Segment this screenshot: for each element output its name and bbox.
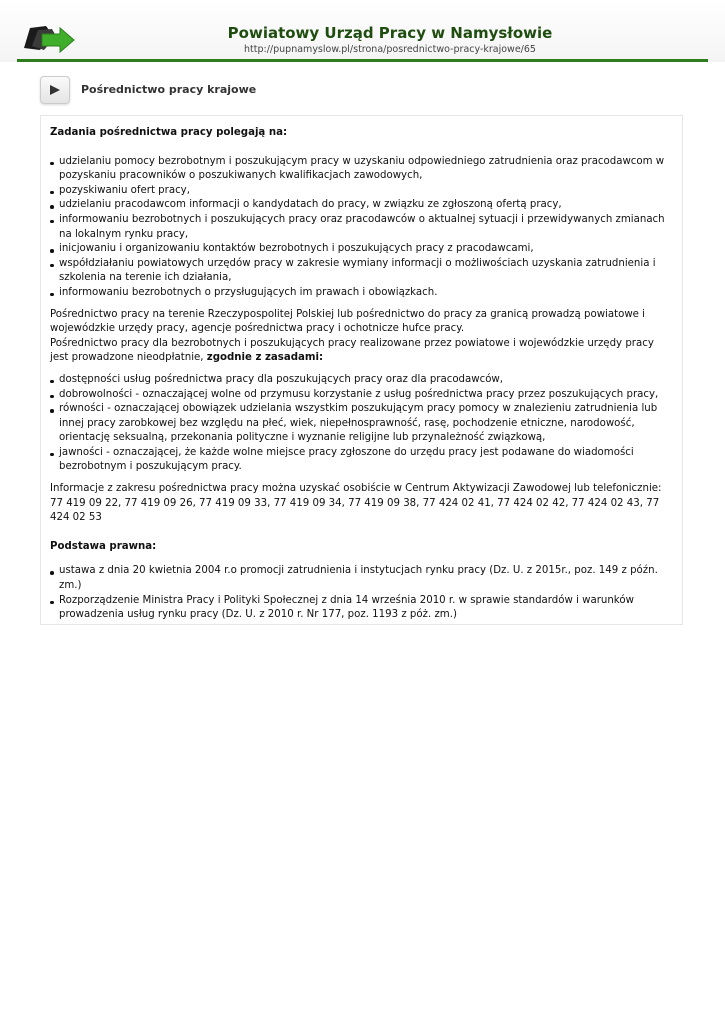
- contact-info: Informacje z zakresu pośrednictwa pracy można uzyskać osobiście w Centrum Aktywizacji Zawodowej lub telefonicznie:: [50, 483, 662, 495]
- content-panel: [40, 115, 683, 625]
- list-item: jawności - oznaczającej, że każde wolne miejsce pracy zgłoszone do urzędu pracy jest podawane do wiadomości bezrobotnym i poszukującym pracy.: [50, 446, 673, 475]
- list-item: udzielaniu pracodawcom informacji o kandydatach do pracy, w związku ze zgłoszoną ofertą pracy,: [50, 198, 673, 213]
- paragraph-bold-text: zgodnie z zasadami:: [206, 352, 324, 364]
- legal-list: [50, 564, 673, 622]
- list-item: udzielaniu pomocy bezrobotnym i poszukującym pracy w uzyskaniu odpowiedniego zatrudnienia oraz pracodawcom w pozyskaniu pracowników o poszukiwanych kwalifikacjach zawodowych,: [50, 155, 673, 184]
- paragraph: [50, 337, 673, 366]
- list-item: informowaniu bezrobotnych o przysługujących im prawach i obowiązkach.: [50, 286, 673, 301]
- section-title: Pośrednictwo pracy krajowe: [81, 83, 257, 96]
- list-item: dostępności usług pośrednictwa pracy dla poszukujących pracy oraz dla pracodawców,: [50, 373, 673, 388]
- page-url: http://pupnamyslow.pl/strona/posrednictwo-pracy-krajowe/65: [244, 44, 536, 55]
- list-item: Rozporządzenie Ministra Pracy i Polityki Społecznej z dnia 14 września 2010 r. w sprawie standardów i warunków prowadzenia usług rynku pracy (Dz. U. z 2010 r. Nr 177, poz. 1193 z póż. zm.): [50, 594, 673, 623]
- legal-heading: Podstawa prawna:: [50, 540, 157, 552]
- list-item: równości - oznaczającej obowiązek udzielania wszystkim poszukującym pracy pomocy w znalezieniu zatrudnienia lub innej pracy zarobkowej bez względu na płeć, wiek, niepełnosprawność, rasę, pochodzenie etniczne, narodowość, orientację seksualną, przekonania polityczne i wyznanie religijne lub przynależność związkową,: [50, 402, 673, 446]
- header-divider: [17, 59, 708, 62]
- section-arrow-button[interactable]: [40, 76, 70, 104]
- page-header: [0, 0, 725, 62]
- tasks-heading: Zadania pośrednictwa pracy polegają na:: [50, 127, 288, 138]
- paragraph-text: Pośrednictwo pracy dla bezrobotnych i poszukujących pracy realizowane przez powiatowe i wojewódzkie urzędy pracy jest prowadzone nieodpłatnie,: [50, 337, 654, 364]
- paragraph: Pośrednictwo pracy na terenie Rzeczypospolitej Polskiej lub pośrednictwo do pracy za granicą prowadzą powiatowe i wojewódzkie urzędy pracy, agencje pośrednictwa pracy i ochotnicze hufce pracy.: [50, 308, 646, 335]
- list-item: ustawa z dnia 20 kwietnia 2004 r.o promocji zatrudnienia i instytucjach rynku pracy (Dz. U. z 2015r., poz. 149 z późn. zm.): [50, 564, 673, 593]
- list-item: współdziałaniu powiatowych urzędów pracy w zakresie wymiany informacji o możliwościach uzyskania zatrudnienia i szkolenia na terenie ich działania,: [50, 257, 673, 286]
- play-arrow-icon: [49, 84, 61, 96]
- green-arrow-logo-icon[interactable]: [22, 20, 78, 54]
- site-title[interactable]: Powiatowy Urząd Pracy w Namysłowie: [227, 24, 553, 42]
- tasks-list: [50, 155, 673, 301]
- principles-list: [50, 373, 673, 475]
- list-item: informowaniu bezrobotnych i poszukujących pracy oraz pracodawców o aktualnej sytuacji i przewidywanych zmianach na lokalnym rynku pracy,: [50, 213, 673, 242]
- phone-numbers: 77 419 09 22, 77 419 09 26, 77 419 09 33, 77 419 09 34, 77 419 09 38, 77 424 02 41, 77 424 02 42, 77 424 02 43, 77 424 02 53: [50, 497, 660, 524]
- list-item: pozyskiwaniu ofert pracy,: [50, 184, 673, 199]
- list-item: dobrowolności - oznaczającej wolne od przymusu korzystanie z usług pośrednictwa pracy przez poszukujących pracy,: [50, 388, 673, 403]
- list-item: inicjowaniu i organizowaniu kontaktów bezrobotnych i poszukujących pracy z pracodawcami,: [50, 242, 673, 257]
